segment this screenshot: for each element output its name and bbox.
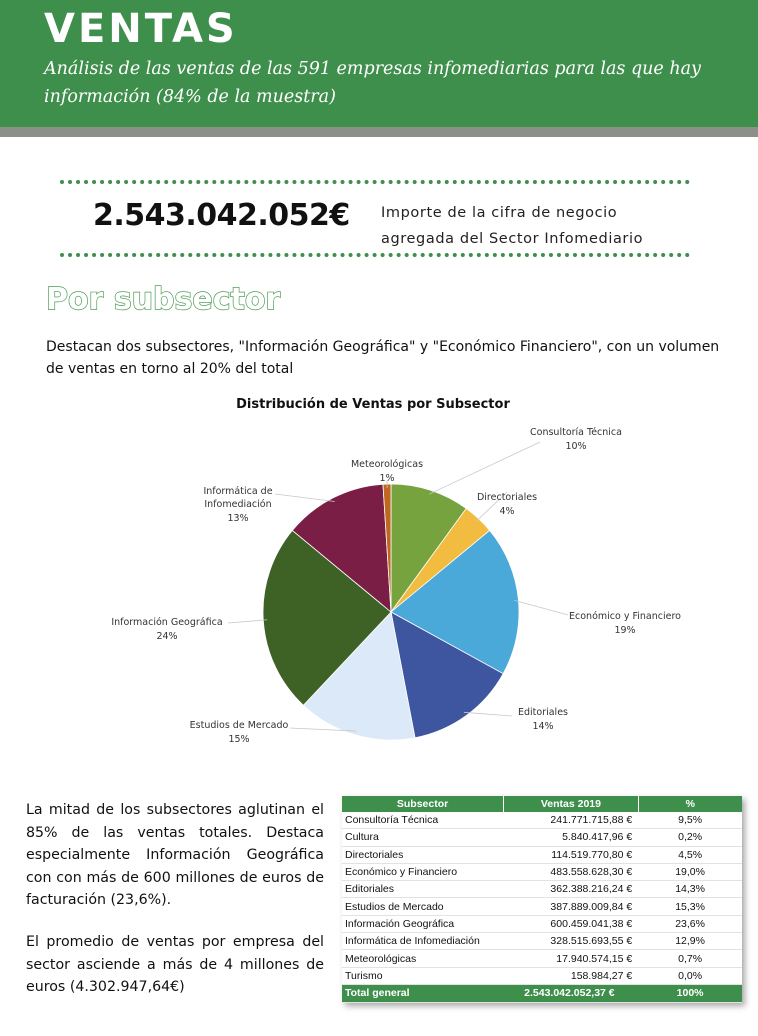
slice-value-label: 4% [499,506,515,517]
table-row [342,863,742,880]
cell-ventas: 158.984,27 € [504,967,639,984]
cell-subsector: Cultura [342,829,504,846]
cell-subsector: Turismo [342,967,504,984]
cell-percent: 14,3% [638,881,742,898]
slice-label: Económico y Financiero [569,611,681,622]
table-row [342,898,742,915]
slice-label: Información Geográfica [111,617,223,628]
cell-percent: 0,2% [638,829,742,846]
leader-line [275,494,335,502]
table-row [342,846,742,863]
table-row [342,967,742,984]
table-row [342,915,742,932]
cell-subsector: Directoriales [342,846,504,863]
cell-subsector: Consultoría Técnica [342,812,504,829]
table-header-row [342,796,742,812]
table-row [342,881,742,898]
cell-total-label: Total general [342,984,504,1002]
section-intro: Destacan dos subsectores, "Información Geográfica" y "Económico Financiero", con un volumen de ventas en torno al 20% del total [46,339,720,377]
cell-subsector: Meteorológicas [342,950,504,967]
slice-label: Estudios de Mercado [189,720,289,731]
cell-ventas: 387.889.009,84 € [504,898,639,915]
cell-total-ventas: 2.543.042.052,37 € [504,984,639,1002]
cell-ventas: 17.940.574,15 € [504,950,639,967]
section-title: Por subsector [46,282,281,317]
summary-paragraph-2: El promedio de ventas por empresa del sector asciende a más de 4 millones de euros (4.302.947,64€) [26,934,324,995]
slice-label: Directoriales [476,492,538,503]
slice-label: Editoriales [517,707,569,718]
slice-value-label: 24% [156,631,178,642]
cell-percent: 4,5% [638,846,742,863]
cell-ventas: 362.388.216,24 € [504,881,639,898]
header-ventas: Ventas 2019 [504,796,639,812]
slice-value-label: 10% [565,441,587,452]
slice-label: Consultoría Técnica [530,427,622,438]
cell-ventas: 114.519.770,80 € [504,846,639,863]
total-sales-description: Importe de la cifra de negocio agregada del Sector Infomediario [381,205,644,247]
cell-percent: 15,3% [638,898,742,915]
leader-line [514,600,568,615]
table-row [342,829,742,846]
slice-value-label: 15% [228,734,250,745]
cell-ventas: 328.515.693,55 € [504,933,639,950]
chart-title: Distribución de Ventas por Subsector [236,397,510,412]
header-subsector: Subsector [342,796,504,812]
leader-line [429,442,540,494]
cell-percent: 12,9% [638,933,742,950]
page-title: VENTAS [44,6,238,52]
slice-value-label: 14% [532,721,554,732]
cell-subsector: Informática de Infomediación [342,933,504,950]
cell-ventas: 5.840.417,96 € [504,829,639,846]
cell-percent: 0,7% [638,950,742,967]
header-shadow [0,127,758,137]
cell-ventas: 483.558.628,30 € [504,863,639,880]
dotted-divider-top [60,180,690,184]
page-subtitle: Análisis de las ventas de las 591 empresas infomediarias para las que hay información (84% de la muestra) [44,59,701,107]
cell-percent: 19,0% [638,863,742,880]
header-percent: % [638,796,742,812]
summary-paragraph-1: La mitad de los subsectores aglutinan el 85% de las ventas totales. Destaca especialmente Información Geográfica con con más de 600 millones de euros de facturación (23,6%). [26,802,324,908]
slice-label: Infomediación [204,499,272,510]
table-row [342,950,742,967]
slice-value-label: 19% [614,625,636,636]
cell-subsector: Estudios de Mercado [342,898,504,915]
leader-line [464,712,512,716]
cell-total-percent: 100% [638,984,742,1002]
pie-chart [100,390,681,760]
slice-label: Informática de [203,486,273,497]
cell-percent: 0,0% [638,967,742,984]
total-sales-amount: 2.543.042.052€ [93,198,350,233]
dotted-divider-bottom [60,253,690,257]
cell-percent: 23,6% [638,915,742,932]
leader-line [228,620,267,623]
sales-table [342,796,742,1003]
slice-value-label: 1% [379,473,395,484]
slice-label: Meteorológicas [350,459,424,470]
cell-subsector: Editoriales [342,881,504,898]
cell-percent: 9,5% [638,812,742,829]
slice-value-label: 13% [227,513,249,524]
table-total-row [342,984,742,1002]
table-row [342,812,742,829]
cell-ventas: 600.459.041,38 € [504,915,639,932]
cell-subsector: Económico y Financiero [342,863,504,880]
cell-ventas: 241.771.715,88 € [504,812,639,829]
table-row [342,933,742,950]
cell-subsector: Información Geográfica [342,915,504,932]
